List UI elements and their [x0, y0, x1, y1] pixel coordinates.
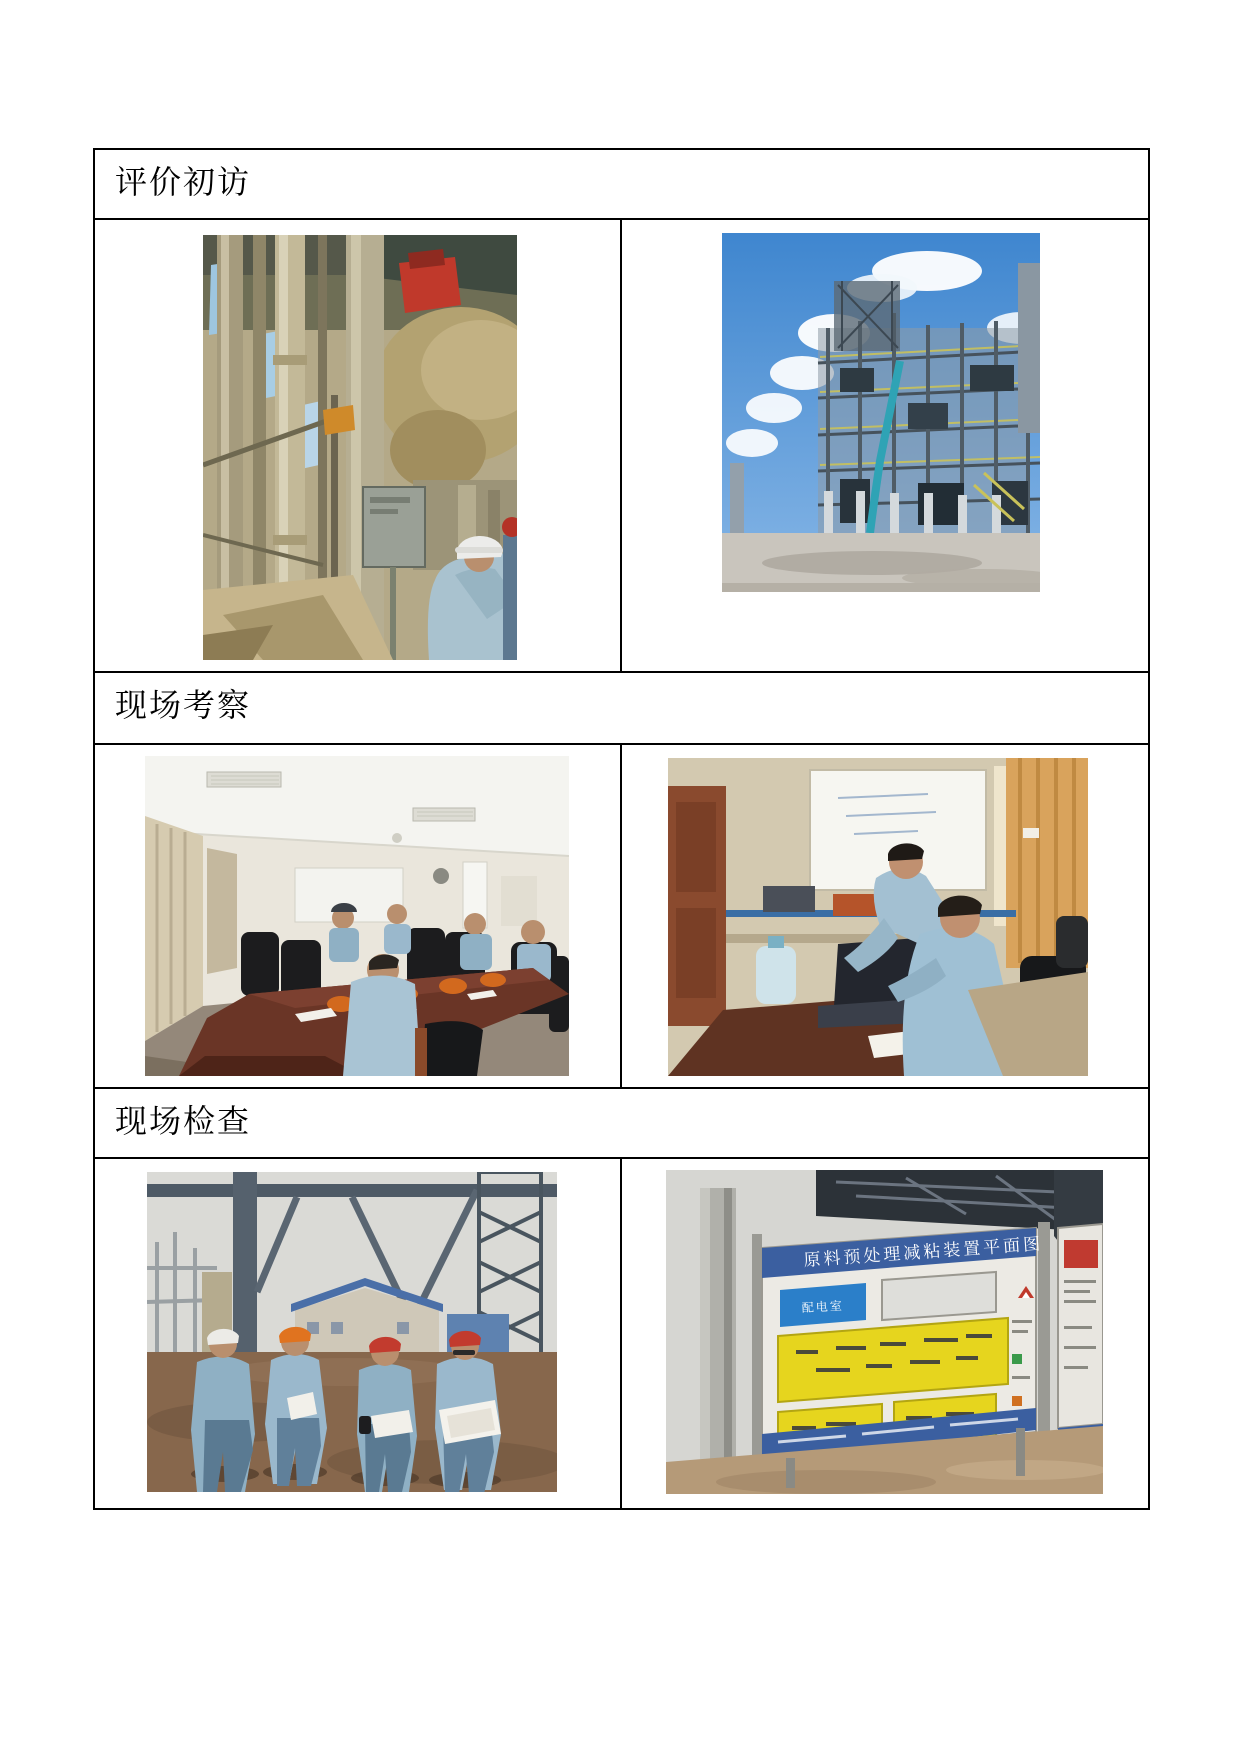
photo-cell [622, 745, 1148, 1087]
photo-piping-inspection [203, 235, 517, 660]
photo-cell [95, 1159, 622, 1508]
photo-laptop-review [668, 758, 1088, 1076]
photo-cell [95, 220, 622, 672]
section-header-site-visit [95, 673, 1148, 745]
section-header-text: 现场检查 [115, 1103, 252, 1140]
photo-cell [622, 220, 1148, 672]
photo-cell [95, 745, 622, 1087]
photo-cell [622, 1159, 1148, 1508]
photo-layout-board [666, 1170, 1103, 1494]
photo-conference-room [145, 756, 569, 1076]
photo-plant-structure [722, 233, 1040, 592]
photo-row-2 [95, 745, 1148, 1089]
photo-row-3 [95, 1159, 1148, 1508]
section-header-text: 现场考察 [115, 687, 252, 724]
board-room-label: 配电室 [801, 1298, 845, 1316]
section-header-text: 评价初访 [115, 164, 252, 200]
photo-site-workers [147, 1172, 557, 1492]
section-header-site-check [95, 1089, 1148, 1159]
board-title-text: 原料预处理减粘装置平面图 [802, 1234, 1044, 1271]
photo-table [93, 148, 1150, 1510]
section-header-initial-visit [95, 150, 1148, 220]
photo-row-1 [95, 220, 1148, 674]
